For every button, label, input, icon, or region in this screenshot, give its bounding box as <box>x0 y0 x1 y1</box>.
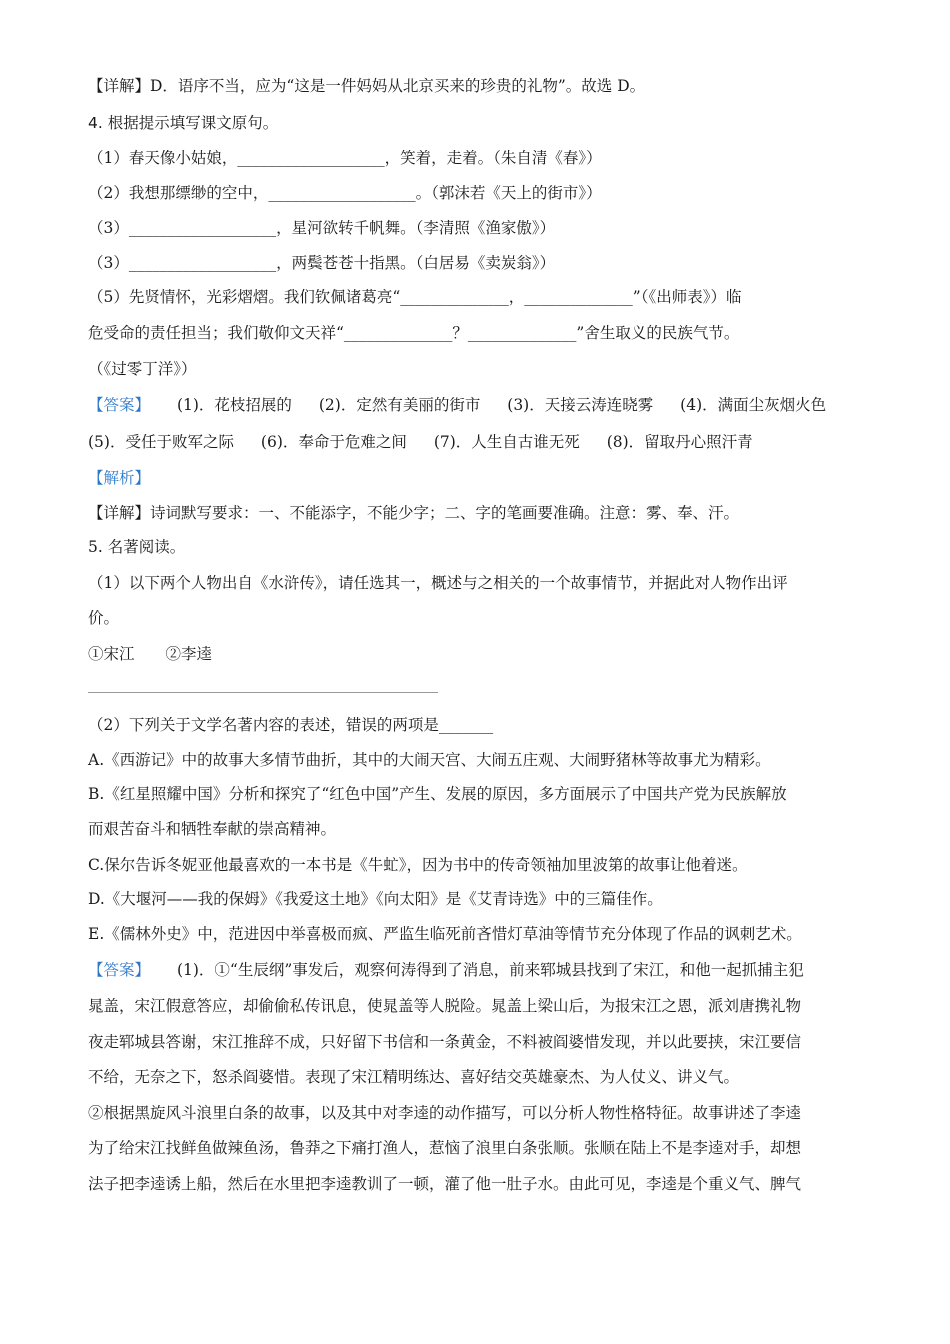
q5-answer-line-7: 法子把李逵诱上船，然后在水里把李逵教训了一顿，灌了他一肚子水。由此可见，李逵是个重义气、脾气 <box>88 1175 802 1193</box>
q5-answer-line-5: ②根据黑旋风斗浪里白条的故事，以及其中对李逵的动作描写，可以分析人物性格特征。故事讲述了李逵 <box>88 1104 802 1122</box>
answer-6: (6)．奉命于危难之间 <box>260 433 407 451</box>
answer-tag: 【答案】 <box>88 961 151 979</box>
q4-detail: 【详解】诗词默写要求：一、不能添字，不能少字；二、字的笔画要准确。注意：雾、奉、汗。 <box>88 504 740 522</box>
analysis-tag: 【解析】 <box>88 469 151 487</box>
q4-item-5-line-2: 危受命的责任担当；我们敬仰文天祥“______________？______________”舍生取义的民族气节。 <box>88 324 740 342</box>
option-a: A.《西游记》中的故事大多情节曲折，其中的大闹天宫、大闹五庄观、大闹野猪林等故事尤为精彩。 <box>88 751 771 769</box>
answer-8: (8)．留取丹心照汗青 <box>606 433 753 451</box>
option-b-line-1: B.《红星照耀中国》分析和探究了“红色中国”产生、发展的原因，多方面展示了中国共产党为民族解放 <box>88 785 787 803</box>
q4-answers-row-2 <box>88 432 862 452</box>
answer-4: (4)．满面尘灰烟火色 <box>680 396 827 414</box>
option-b-line-2: 而艰苦奋斗和牺牲奉献的崇高精神。 <box>88 820 337 838</box>
q5-answer-line-6: 为了给宋江找鲜鱼做辣鱼汤，鲁莽之下痛打渔人，惹恼了浪里白条张顺。张顺在陆上不是李逵对手，却想 <box>88 1139 802 1157</box>
q5-part1-line-1: （1）以下两个人物出自《水浒传》，请任选其一，概述与之相关的一个故事情节，并据此对人物作出评 <box>88 574 788 592</box>
q4-item-5-line-1: （5）先贤情怀，光彩熠熠。我们钦佩诸葛亮“______________，______________”（《出师表》）临 <box>88 288 742 306</box>
answer-3: (3)．天接云涛连晓雾 <box>507 396 654 414</box>
q5-part1-line-2: 价。 <box>88 609 120 627</box>
option-c: C.保尔告诉冬妮亚他最喜欢的一本书是《牛虻》，因为书中的传奇领袖加里波第的故事让他着迷。 <box>88 856 748 874</box>
q4-item-2: （2）我想那缥缈的空中，___________________。（郭沫若《天上的街市》） <box>88 184 602 202</box>
q5-part2: （2）下列关于文学名著内容的表述，错误的两项是_______ <box>88 716 494 734</box>
q4-answers-row-1 <box>88 395 862 415</box>
q4-title: 4. 根据提示填写课文原句。 <box>88 114 279 132</box>
answer-1: (1)．花枝招展的 <box>176 396 292 414</box>
q5-answer-line-1 <box>88 960 862 980</box>
q5-answer-line-3: 夜走郓城县答谢，宋江推辞不成，只好留下书信和一条黄金，不料被阎婆惜发现，并以此要挟，宋江要信 <box>88 1033 802 1051</box>
q5-answer-line-4: 不给，无奈之下，怒杀阎婆惜。表现了宋江精明练达、喜好结交英雄豪杰、为人仗义、讲义气。 <box>88 1068 740 1086</box>
option-d: D.《大堰河——我的保姆》《我爱这土地》《向太阳》是《艾青诗选》中的三篇佳作。 <box>88 890 663 908</box>
q4-item-4: （3）___________________，两鬓苍苍十指黑。（白居易《卖炭翁》） <box>88 254 556 272</box>
q5-answer-text: (1)．①“生辰纲”事发后，观察何涛得到了消息，前来郓城县找到了宋江，和他一起抓捕主犯 <box>176 961 804 979</box>
answer-tag: 【答案】 <box>88 396 151 414</box>
q4-item-5-line-3: （《过零丁洋》） <box>88 360 197 378</box>
answer-line <box>88 692 438 693</box>
q5-answer-line-2: 晁盖，宋江假意答应，却偷偷私传讯息，使晁盖等人脱险。晁盖上梁山后，为报宋江之恩，派刘唐携礼物 <box>88 997 802 1015</box>
q4-item-3: （3）___________________，星河欲转千帆舞。（李清照《渔家傲》） <box>88 219 556 237</box>
answer-5: (5)．受任于败军之际 <box>88 433 234 451</box>
option-e: E.《儒林外史》中，范进因中举喜极而疯、严监生临死前吝惜灯草油等情节充分体现了作品的讽刺艺术。 <box>88 925 802 943</box>
q3-detail: 【详解】D．语序不当，应为“这是一件妈妈从北京买来的珍贵的礼物”。故选 D。 <box>88 77 646 95</box>
q5-choices: ①宋江 ②李逵 <box>88 645 213 663</box>
q5-title: 5. 名著阅读。 <box>88 538 186 556</box>
answer-7: (7)．人生自古谁无死 <box>433 433 580 451</box>
answer-2: (2)．定然有美丽的街市 <box>318 396 481 414</box>
q4-item-1: （1）春天像小姑娘，___________________，笑着，走着。（朱自清《春》） <box>88 149 602 167</box>
